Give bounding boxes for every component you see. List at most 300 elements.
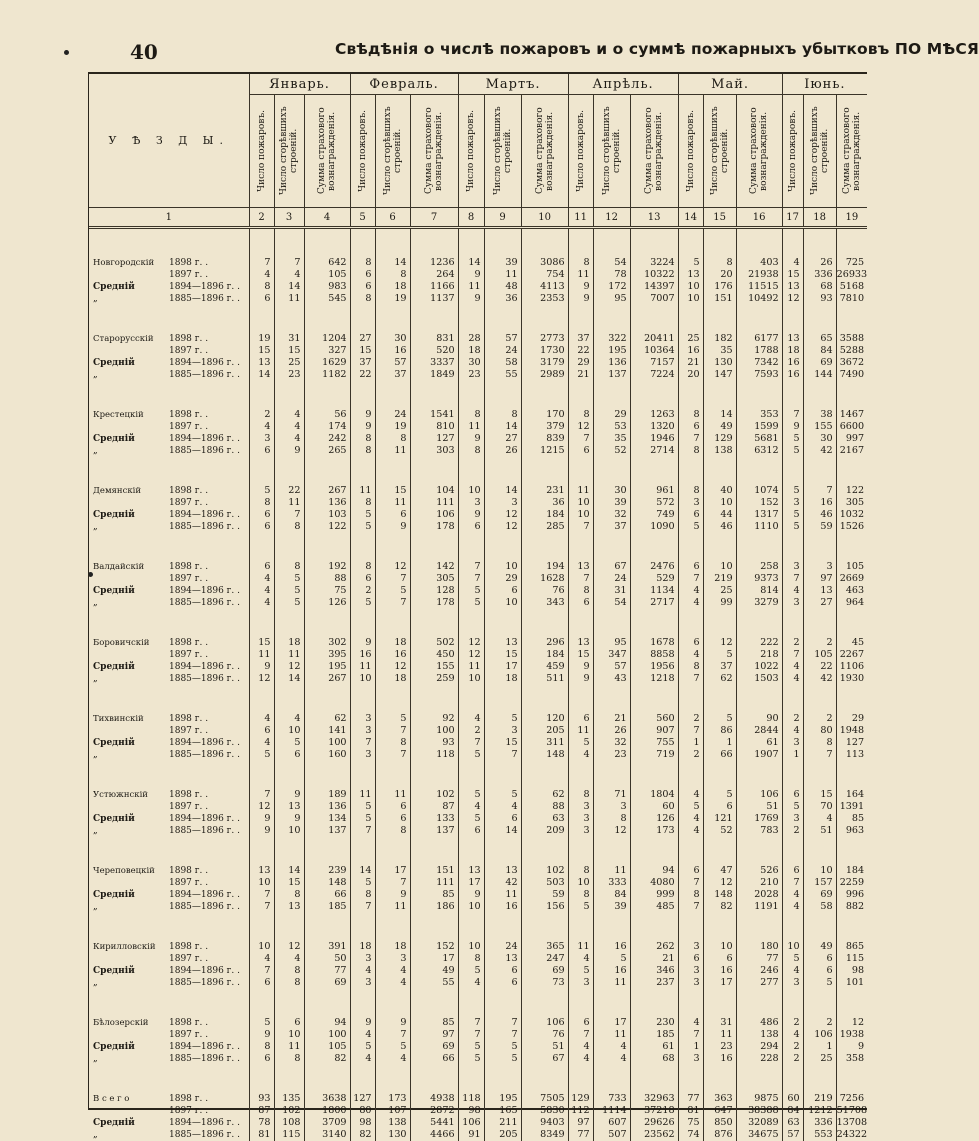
table-cell: 3 (568, 813, 593, 825)
table-cell: 8 (678, 485, 703, 497)
table-row (89, 573, 867, 585)
table-cell: 172 (593, 281, 630, 293)
table-cell: 4113 (521, 281, 568, 293)
row-label (89, 749, 249, 761)
table-cell: 9 (350, 421, 375, 433)
spacer-cell (782, 685, 803, 713)
table-cell: 105 (304, 269, 350, 281)
group-spacer (89, 685, 867, 713)
row-period: 1897 г. . (169, 497, 229, 509)
table-cell: 7 (458, 573, 484, 585)
spacer-cell (304, 837, 350, 865)
table-cell: 8349 (521, 1129, 568, 1141)
table-cell: 8 (458, 409, 484, 421)
table-cell: 136 (593, 357, 630, 369)
table-cell: 4 (249, 585, 274, 597)
table-cell: 35 (703, 345, 736, 357)
table-cell: 8 (274, 965, 304, 977)
table-cell: 84 (803, 345, 836, 357)
table-cell: 43 (593, 673, 630, 685)
group-spacer (89, 837, 867, 865)
table-cell: 7 (678, 573, 703, 585)
table-cell: 211 (484, 1117, 521, 1129)
group-spacer (89, 457, 867, 485)
table-cell: 8 (274, 977, 304, 989)
spacer-cell (782, 761, 803, 789)
table-cell: 24322 (836, 1129, 867, 1141)
row-label (89, 725, 249, 737)
spacer-cell (678, 228, 703, 258)
table-cell: 205 (521, 725, 568, 737)
table-cell: 17 (458, 877, 484, 889)
table-cell: 4 (274, 421, 304, 433)
table-cell: 1467 (836, 409, 867, 421)
table-cell: 5 (782, 953, 803, 965)
table-cell: 4 (274, 953, 304, 965)
table-cell: 85 (836, 813, 867, 825)
table-cell: 5168 (836, 281, 867, 293)
table-cell: 46 (703, 521, 736, 533)
page-number: 40 (130, 40, 158, 64)
table-row (89, 409, 867, 421)
row-period: 1898 г. . (169, 333, 229, 345)
spacer-cell (521, 761, 568, 789)
spacer-cell (410, 989, 458, 1017)
uezd-column-header: У Ѣ З Д Ы. (89, 74, 249, 208)
table-cell: 133 (410, 813, 458, 825)
table-cell: 52 (703, 825, 736, 837)
table-cell: 156 (521, 901, 568, 913)
table-cell: 105 (803, 649, 836, 661)
table-cell: 121 (703, 813, 736, 825)
table-cell: 8 (375, 269, 410, 281)
table-cell: 5681 (736, 433, 782, 445)
row-label (89, 941, 249, 953)
spacer-cell (703, 457, 736, 485)
row-kind-label: Средній (93, 1041, 169, 1053)
table-cell: 178 (410, 521, 458, 533)
spacer-cell (568, 685, 593, 713)
table-cell: 963 (836, 825, 867, 837)
table-cell: 115 (836, 953, 867, 965)
row-label (89, 281, 249, 293)
column-number: 16 (736, 208, 782, 228)
table-cell: 4938 (410, 1093, 458, 1105)
table-cell: 99 (703, 597, 736, 609)
table-cell: 6 (568, 1017, 593, 1029)
uezd-name: Тихвинскій (93, 713, 169, 725)
table-cell: 13 (274, 901, 304, 913)
spacer-cell (375, 913, 410, 941)
spacer-cell (782, 457, 803, 485)
subheader-text: Сумма страхового вознагражденія. (749, 97, 769, 205)
table-cell: 6 (375, 801, 410, 813)
table-cell: 10 (274, 725, 304, 737)
table-cell: 1212 (803, 1105, 836, 1117)
spacer-cell (678, 989, 703, 1017)
subheader-text: Число сгорѣвшихъ строеній. (493, 97, 513, 205)
table-cell: 486 (736, 1017, 782, 1029)
column-subheader (593, 95, 630, 208)
table-cell: 18 (375, 941, 410, 953)
subheader-text: Сумма страхового вознагражденія. (317, 97, 337, 205)
spacer-cell (304, 305, 350, 333)
table-cell: 28 (458, 333, 484, 345)
table-cell: 2259 (836, 877, 867, 889)
table-cell: 16 (703, 965, 736, 977)
table-cell: 403 (736, 257, 782, 269)
table-cell: 24 (484, 941, 521, 953)
table-cell: 4 (350, 1053, 375, 1065)
row-label (89, 889, 249, 901)
table-cell: 76 (521, 585, 568, 597)
table-cell: 15 (484, 737, 521, 749)
table-cell: 8 (678, 445, 703, 457)
spacer-cell (593, 457, 630, 485)
table-cell: 6 (678, 561, 703, 573)
table-cell: 49 (410, 965, 458, 977)
table-row (89, 1093, 867, 1105)
table-cell: 78 (593, 269, 630, 281)
table-cell: 8 (249, 1041, 274, 1053)
table-cell: 128 (410, 585, 458, 597)
table-cell: 93 (803, 293, 836, 305)
table-cell: 11 (703, 1029, 736, 1041)
spacer-cell (89, 609, 249, 637)
table-cell: 242 (304, 433, 350, 445)
table-cell: 16 (803, 497, 836, 509)
row-label (89, 485, 249, 497)
table-cell: 62 (703, 673, 736, 685)
table-cell: 4 (249, 737, 274, 749)
spacer-cell (803, 913, 836, 941)
table-cell: 755 (630, 737, 678, 749)
row-label (89, 901, 249, 913)
table-cell: 1022 (736, 661, 782, 673)
table-row (89, 1041, 867, 1053)
table-cell: 25 (703, 585, 736, 597)
table-cell: 106 (410, 509, 458, 521)
row-kind-label: „ (93, 977, 169, 989)
table-cell: 3 (458, 497, 484, 509)
row-label (89, 661, 249, 673)
table-cell: 7 (568, 521, 593, 533)
row-label (89, 877, 249, 889)
table-cell: 14 (350, 865, 375, 877)
row-label (89, 637, 249, 649)
spacer-cell (484, 989, 521, 1017)
table-cell: 10 (678, 293, 703, 305)
column-subheader (836, 95, 867, 208)
spacer-cell (703, 228, 736, 258)
table-cell: 11 (593, 1029, 630, 1041)
table-cell: 36 (484, 293, 521, 305)
table-cell: 749 (630, 509, 678, 521)
row-label (89, 333, 249, 345)
table-row (89, 673, 867, 685)
table-cell: 9 (350, 1017, 375, 1029)
table-cell: 7 (375, 725, 410, 737)
spacer-cell (568, 1065, 593, 1093)
table-cell: 9 (568, 281, 593, 293)
row-label (89, 269, 249, 281)
row-label (89, 953, 249, 965)
table-cell: 4 (249, 597, 274, 609)
table-cell: 16 (375, 649, 410, 661)
table-cell: 6 (782, 865, 803, 877)
uezd-name: Новгородскій (93, 257, 169, 269)
table-cell: 6 (678, 421, 703, 433)
table-cell: 184 (836, 865, 867, 877)
table-cell: 277 (736, 977, 782, 989)
table-cell: 4 (782, 889, 803, 901)
table-cell: 77 (736, 953, 782, 965)
table-row (89, 445, 867, 457)
table-cell: 13 (678, 269, 703, 281)
table-cell: 7593 (736, 369, 782, 381)
table-cell: 56 (304, 409, 350, 421)
table-cell: 12 (274, 661, 304, 673)
table-cell: 108 (274, 1117, 304, 1129)
table-cell: 6 (249, 509, 274, 521)
table-cell: 7 (249, 901, 274, 913)
table-cell: 8858 (630, 649, 678, 661)
table-cell: 7 (678, 877, 703, 889)
table-cell: 560 (630, 713, 678, 725)
spacer-cell (836, 989, 867, 1017)
table-cell: 7810 (836, 293, 867, 305)
row-label (89, 673, 249, 685)
table-cell: 57 (484, 333, 521, 345)
table-cell: 5 (568, 737, 593, 749)
spacer-cell (703, 761, 736, 789)
row-label (89, 257, 249, 269)
table-cell: 21 (630, 953, 678, 965)
spacer-cell (630, 457, 678, 485)
row-kind-label: Средній (93, 1117, 169, 1129)
table-cell: 3279 (736, 597, 782, 609)
table-cell: 68 (630, 1053, 678, 1065)
month-header-april: Апрѣль. (568, 74, 678, 95)
spacer-cell (274, 381, 304, 409)
table-cell: 5 (678, 521, 703, 533)
spacer-cell (304, 457, 350, 485)
table-cell: 138 (703, 445, 736, 457)
table-cell: 126 (630, 813, 678, 825)
table-cell: 983 (304, 281, 350, 293)
spacer-cell (736, 228, 782, 258)
column-subheader (703, 95, 736, 208)
month-header-june: Іюнь. (782, 74, 867, 95)
table-cell: 395 (304, 649, 350, 661)
table-cell: 11 (274, 497, 304, 509)
row-label (89, 1129, 249, 1141)
table-cell: 7 (782, 649, 803, 661)
table-cell: 1526 (836, 521, 867, 533)
table-cell: 8 (350, 561, 375, 573)
table-cell: 7 (484, 1029, 521, 1041)
table-cell: 135 (274, 1093, 304, 1105)
row-period: 1898 г. . (169, 485, 229, 497)
subheader-text: Число пожаровъ. (466, 110, 476, 192)
spacer-cell (375, 381, 410, 409)
table-cell: 1628 (521, 573, 568, 585)
table-cell: 74 (678, 1129, 703, 1141)
table-cell: 14 (375, 257, 410, 269)
subheader-text: Число пожаровъ. (257, 110, 267, 192)
table-cell: 327 (304, 345, 350, 357)
table-cell: 66 (703, 749, 736, 761)
table-cell: 170 (521, 409, 568, 421)
table-cell: 49 (703, 421, 736, 433)
table-cell: 30 (593, 485, 630, 497)
spacer-cell (803, 761, 836, 789)
table-cell: 6 (249, 725, 274, 737)
table-cell: 7 (678, 725, 703, 737)
table-cell: 14 (458, 257, 484, 269)
table-cell: 52 (593, 445, 630, 457)
spacer-cell (521, 913, 568, 941)
table-cell: 100 (304, 737, 350, 749)
table-cell: 7 (568, 433, 593, 445)
table-cell: 95 (593, 293, 630, 305)
table-cell: 9875 (736, 1093, 782, 1105)
table-cell: 69 (803, 357, 836, 369)
spacer-cell (350, 685, 375, 713)
group-spacer (89, 761, 867, 789)
table-cell: 97 (803, 573, 836, 585)
table-cell: 160 (304, 749, 350, 761)
table-cell: 7007 (630, 293, 678, 305)
row-kind-label: „ (93, 521, 169, 533)
table-cell: 882 (836, 901, 867, 913)
table-cell: 47 (703, 865, 736, 877)
table-cell: 4 (782, 965, 803, 977)
table-cell: 78 (249, 1117, 274, 1129)
spacer-cell (568, 381, 593, 409)
spacer-cell (484, 457, 521, 485)
table-cell: 29 (593, 409, 630, 421)
group-spacer (89, 305, 867, 333)
row-period: 1885—1896 г. . (169, 597, 229, 609)
table-cell: 11 (375, 445, 410, 457)
table-cell: 11 (484, 269, 521, 281)
column-number: 15 (703, 208, 736, 228)
table-cell: 545 (304, 293, 350, 305)
spacer-cell (410, 609, 458, 637)
spacer-cell (249, 609, 274, 637)
table-cell: 4 (568, 1053, 593, 1065)
column-number: 13 (630, 208, 678, 228)
row-kind-label: „ (93, 597, 169, 609)
subheader-text: Число сгорѣвшихъ строеній. (383, 97, 403, 205)
spacer-cell (782, 913, 803, 941)
table-cell: 97 (568, 1117, 593, 1129)
table-cell: 115 (274, 1129, 304, 1141)
table-cell: 14 (703, 409, 736, 421)
table-cell: 3 (782, 813, 803, 825)
spacer-cell (484, 609, 521, 637)
table-cell: 9 (249, 825, 274, 837)
table-cell: 75 (304, 585, 350, 597)
table-cell: 4 (249, 953, 274, 965)
spacer-cell (484, 533, 521, 561)
subheader-text: Сумма страхового вознагражденія. (424, 97, 444, 205)
table-cell: 67 (593, 561, 630, 573)
table-cell: 503 (521, 877, 568, 889)
table-cell: 5 (375, 1041, 410, 1053)
table-cell: 7 (484, 1017, 521, 1029)
table-cell: 11 (593, 865, 630, 877)
row-label (89, 813, 249, 825)
table-cell: 5 (782, 801, 803, 813)
table-cell: 219 (703, 573, 736, 585)
table-cell: 10 (678, 281, 703, 293)
table-cell: 18 (458, 345, 484, 357)
table-cell: 2 (782, 1041, 803, 1053)
table-cell: 59 (803, 521, 836, 533)
table-cell: 69 (803, 889, 836, 901)
table-cell: 333 (593, 877, 630, 889)
table-row (89, 749, 867, 761)
table-cell: 70 (803, 801, 836, 813)
table-cell: 5830 (521, 1105, 568, 1117)
table-cell: 6 (458, 825, 484, 837)
table-cell: 9 (375, 1017, 410, 1029)
spacer-cell (630, 533, 678, 561)
fires-table (89, 74, 867, 1141)
table-cell: 6 (803, 953, 836, 965)
table-cell: 12 (703, 877, 736, 889)
table-cell: 13 (274, 801, 304, 813)
row-kind-label: „ (93, 749, 169, 761)
table-cell: 23562 (630, 1129, 678, 1141)
table-cell: 5 (350, 813, 375, 825)
table-row (89, 1029, 867, 1041)
table-cell: 6600 (836, 421, 867, 433)
table-cell: 50 (304, 953, 350, 965)
table-cell: 26 (484, 445, 521, 457)
table-cell: 23 (274, 369, 304, 381)
table-cell: 4 (375, 965, 410, 977)
table-cell: 9 (458, 433, 484, 445)
table-cell: 7 (375, 1029, 410, 1041)
table-cell: 7 (458, 737, 484, 749)
table-cell: 7 (375, 597, 410, 609)
table-cell: 4 (458, 801, 484, 813)
table-cell: 526 (736, 865, 782, 877)
table-cell: 4 (678, 649, 703, 661)
table-cell: 12 (593, 825, 630, 837)
table-cell: 77 (568, 1129, 593, 1141)
table-cell: 247 (521, 953, 568, 965)
spacer-cell (836, 761, 867, 789)
table-cell: 7 (484, 749, 521, 761)
table-cell: 14 (274, 865, 304, 877)
spacer-cell (249, 1065, 274, 1093)
spacer-cell (678, 609, 703, 637)
table-cell: 1599 (736, 421, 782, 433)
table-cell: 29626 (630, 1117, 678, 1129)
table-cell: 5 (568, 901, 593, 913)
table-cell: 6 (249, 521, 274, 533)
spacer-cell (568, 533, 593, 561)
table-cell: 2 (803, 637, 836, 649)
table-cell: 55 (410, 977, 458, 989)
spacer-cell (249, 305, 274, 333)
row-period: 1894—1896 г. . (169, 661, 229, 673)
table-cell: 6 (568, 445, 593, 457)
